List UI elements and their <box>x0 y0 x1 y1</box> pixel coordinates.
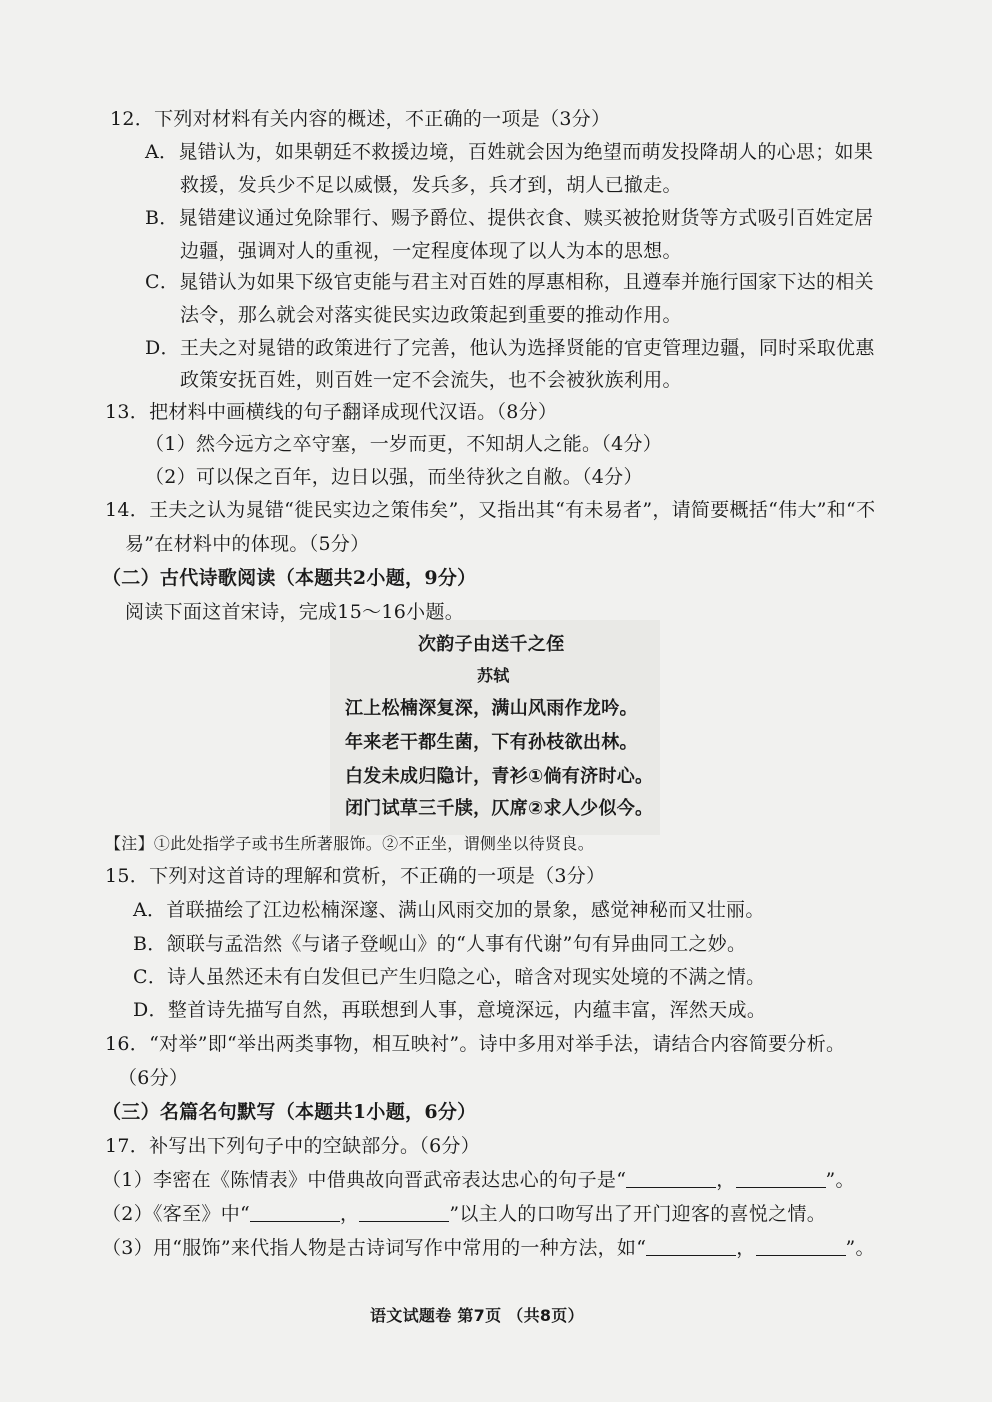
page-footer: 语文试题卷 第7页 （共8页） <box>370 1306 584 1325</box>
q12-option-c-line2: 法令，那么就会对落实徙民实边政策起到重要的推动作用。 <box>180 304 682 326</box>
q17-s2-comma: ， <box>340 1203 360 1225</box>
answer-blank[interactable] <box>359 1203 449 1222</box>
q12-option-a-line1: A．晁错认为，如果朝廷不救援边境，百姓就会因为绝望而萌发投降胡人的心思；如果 <box>145 141 874 163</box>
answer-blank[interactable] <box>756 1237 846 1256</box>
q12-option-d-line1: D．王夫之对晁错的政策进行了完善，他认为选择贤能的官吏管理边疆，同时采取优惠 <box>145 337 875 359</box>
q15-option-b: B．颔联与孟浩然《与诸子登岘山》的“人事有代谢”句有异曲同工之妙。 <box>133 933 747 955</box>
q17-s1-prefix: （1）李密在《陈情表》中借典故向晋武帝表达忠心的句子是“ <box>102 1169 627 1191</box>
poem-note: 【注】①此处指学子或书生所著服饰。②不正坐，谓侧坐以待贤良。 <box>105 834 595 853</box>
answer-blank[interactable] <box>736 1169 826 1188</box>
section3-title: （三）名篇名句默写（本题共1小题，6分） <box>102 1101 477 1123</box>
poem-line-2: 年来老干都生菌，下有孙枝欲出林。 <box>345 732 638 753</box>
q17-sentence-1 <box>102 1168 855 1192</box>
q17-stem: 17．补写出下列句子中的空缺部分。（6分） <box>105 1135 481 1157</box>
answer-blank[interactable] <box>626 1169 716 1188</box>
q14-line1: 14．王夫之认为晁错“徙民实边之策伟矣”，又指出其“有未易者”，请简要概括“伟大”和“不 <box>105 499 876 521</box>
q13-stem: 13．把材料中画横线的句子翻译成现代汉语。（8分） <box>105 401 558 423</box>
answer-blank[interactable] <box>250 1203 340 1222</box>
q15-option-d: D．整首诗先描写自然，再联想到人事，意境深远，内蕴丰富，浑然天成。 <box>133 999 767 1021</box>
poem-line-3: 白发未成归隐计，青衫①倘有济时心。 <box>345 766 654 787</box>
q17-s1-suffix: ”。 <box>825 1169 855 1191</box>
section2-intro: 阅读下面这首宋诗，完成15～16小题。 <box>125 601 465 623</box>
q17-s2-suffix: ”以主人的口吻写出了开门迎客的喜悦之情。 <box>449 1203 827 1225</box>
poem-line-1: 江上松楠深复深，满山风雨作龙吟。 <box>345 698 638 719</box>
q17-s3-comma: ， <box>736 1237 756 1259</box>
q15-option-a: A．首联描绘了江边松楠深邃、满山风雨交加的景象，感觉神秘而又壮丽。 <box>133 899 765 921</box>
q17-s3-prefix: （3）用“服饰”来代指人物是古诗词写作中常用的一种方法，如“ <box>102 1237 647 1259</box>
q12-stem: 12．下列对材料有关内容的概述，不正确的一项是（3分） <box>110 108 611 130</box>
q12-option-a-line2: 救援，发兵少不足以威慑，发兵多，兵才到，胡人已撤走。 <box>180 174 682 196</box>
poem-line-4: 闭门试草三千牍，仄席②求人少似今。 <box>345 798 654 819</box>
q15-stem: 15．下列对这首诗的理解和赏析，不正确的一项是（3分） <box>105 865 606 887</box>
q17-s3-suffix: ”。 <box>845 1237 875 1259</box>
q17-s1-comma: ， <box>716 1169 736 1191</box>
section2-title: （二）古代诗歌阅读（本题共2小题，9分） <box>102 567 477 589</box>
poem-title: 次韵子由送千之侄 <box>418 634 565 655</box>
q13-sentence-1: （1）然今远方之卒守塞，一岁而更，不知胡人之能。（4分） <box>145 433 663 455</box>
q17-sentence-2 <box>102 1202 826 1226</box>
q12-option-d-line2: 政策安抚百姓，则百姓一定不会流失，也不会被狄族利用。 <box>180 369 682 391</box>
q12-option-c-line1: C．晁错认为如果下级官吏能与君主对百姓的厚惠相称，且遵奉并施行国家下达的相关 <box>145 271 874 293</box>
q17-s2-prefix: （2）《客至》中“ <box>102 1203 251 1225</box>
poem-author: 苏轼 <box>477 666 510 685</box>
q16-line2: （6分） <box>118 1067 189 1089</box>
answer-blank[interactable] <box>646 1237 736 1256</box>
q14-line2: 易”在材料中的体现。（5分） <box>125 533 370 555</box>
q17-sentence-3 <box>102 1236 875 1260</box>
q15-option-c: C．诗人虽然还未有白发但已产生归隐之心，暗含对现实处境的不满之情。 <box>133 966 766 988</box>
q12-option-b-line2: 边疆，强调对人的重视，一定程度体现了以人为本的思想。 <box>180 240 682 262</box>
q16-line1: 16．“对举”即“举出两类事物，相互映衬”。诗中多用对举手法，请结合内容简要分析。 <box>105 1033 846 1055</box>
q13-sentence-2: （2）可以保之百年，边日以强，而坐待狄之自敝。（4分） <box>145 466 643 488</box>
q12-option-b-line1: B．晁错建议通过免除罪行、赐予爵位、提供衣食、赎买被抢财货等方式吸引百姓定居 <box>145 207 874 229</box>
